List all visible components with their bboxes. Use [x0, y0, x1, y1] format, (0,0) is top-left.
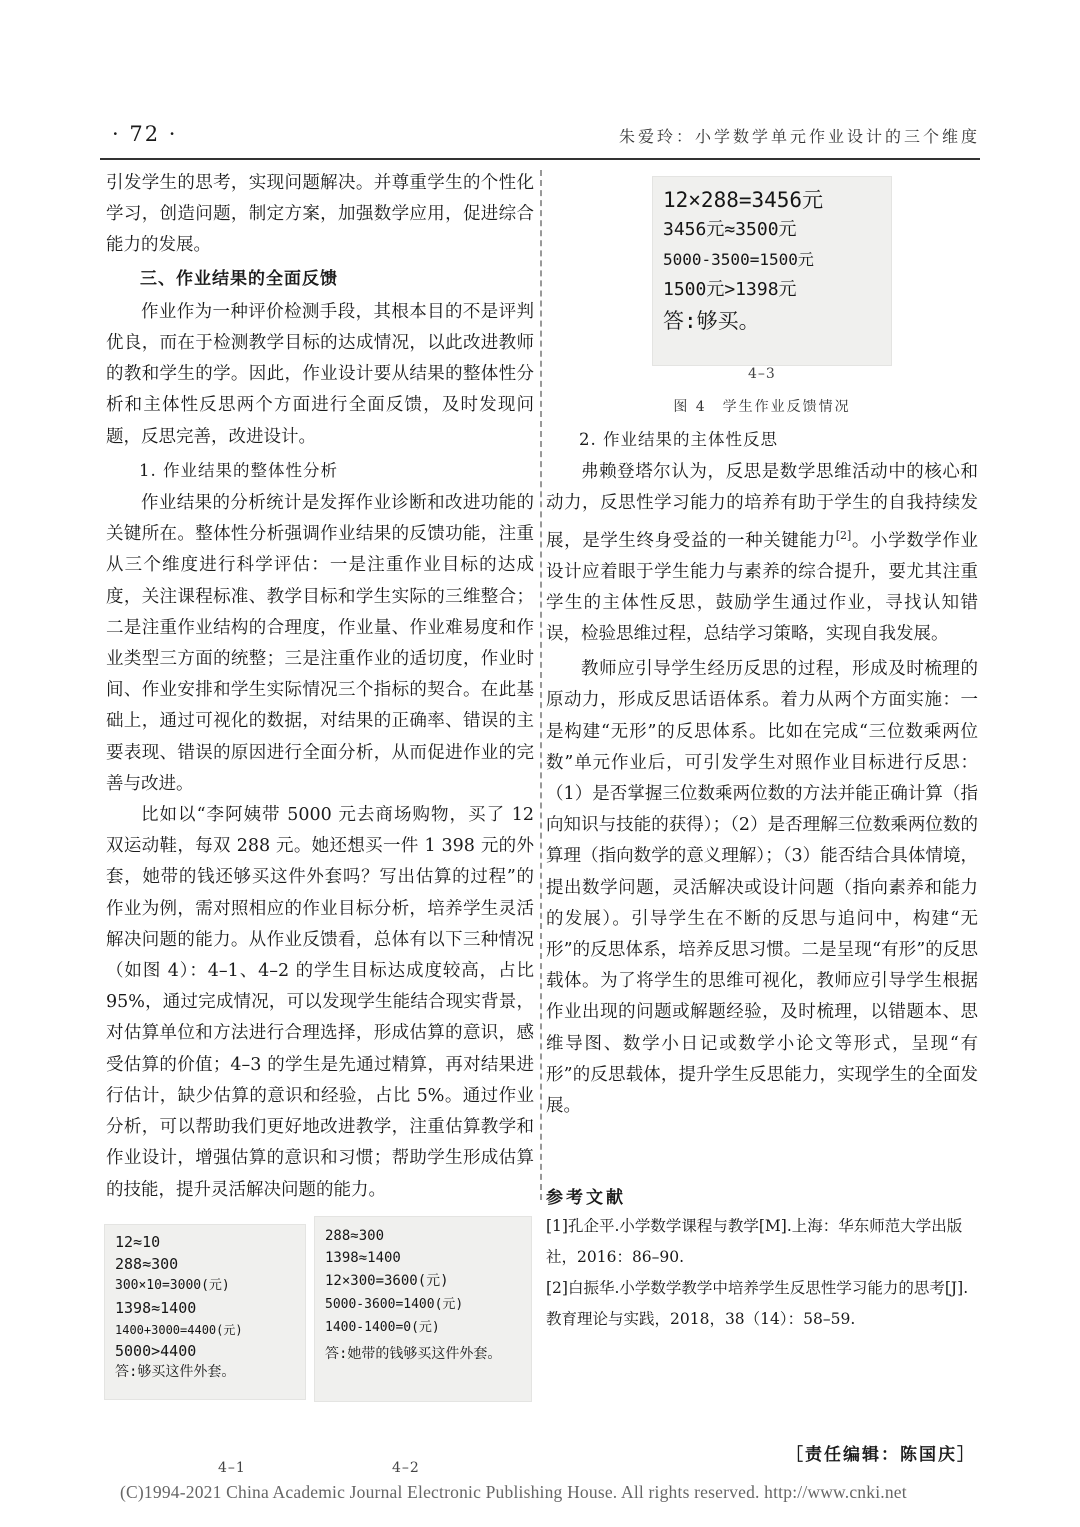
handwriting-line: 1398≈1400 — [115, 1299, 197, 1317]
column-divider — [540, 170, 542, 1200]
figure-label: 4–1 — [218, 1460, 246, 1476]
paragraph: 作业作为一种评价检测手段，其根本目的不是评判优良，而在于检测教学目标的达成情况，以此改进教师的教和学生的学。因此，作业设计要从结果的整体性分析和主体性反思两个方面进行全面反馈，及时发现问题，反思完善，改进设计。 — [106, 301, 534, 447]
reference-item: [2]白振华.小学数学教学中培养学生反思性学习能力的思考[J].教育理论与实践，2018，38（14）：58–59. — [546, 1279, 969, 1328]
paragraph-text: 弗赖登塔尔认为，反思是数学思维活动中的核心和动力，反思性学习能力的培养有助于学生的自我持续发展，是学生终身受益的一种关键能力 — [546, 462, 978, 551]
paragraph-text: 。小学数学作业设计应着眼于学生能力与素养的综合提升，要尤其注重学生的主体性反思，鼓励学生通过作业，寻找认知错误，检验思维过程，总结学习策略，实现自我发展。 — [546, 530, 979, 645]
figure-label: 4–3 — [748, 366, 776, 382]
handwriting-line: 288≈300 — [325, 1228, 385, 1244]
figure-4-2 — [314, 1216, 532, 1402]
handwriting-line: 1398≈1400 — [325, 1250, 401, 1266]
paragraph: 作业结果的分析统计是发挥作业诊断和改进功能的关键所在。整体性分析强调作业结果的反馈功能，注重从三个维度进行科学评估：一是注重作业目标的达成度，关注课程标准、教学目标和学生实际的三维整合；二是注重作业结构的合理度，作业量、作业难易度和作业类型三方面的统整；三是注重作业的适切度，作业时间、作业安排和学生实际情况三个指标的契合。在此基础上，通过可视化的数据，对结果的正确率、错误的主要表现、错误的原因进行全面分析，从而促进作业的完善与改进。 — [106, 493, 534, 794]
paragraph: 比如以“李阿姨带 5000 元去商场购物，买了 12 双运动鞋，每双 288 元。她还想买一件 1 398 元的外套，她带的钱还够买这件外套吗？写出估算的过程”的作业为例，需对照相应的作业目标分析，培养学生灵活解决问题的能力。从作业反馈看，总体有以下三种情况（如图 4）：4–1、4–2 的学生目标达成度较高，占比 95%，通过完成情况，可以发现学生能结合现实背景，对估算单位和方法进行合理选择，形成估算的意识，感受估算的价值；4–3 的学生是先通过精算，再对结果进行估计，缺少估算的意识和经验，占比 5%。通过作业分析，可以帮助我们更好地改进教学，注重估算教学和作业设计，增强估算的意识和习惯；帮助学生形成估算的技能，提升灵活解决问题的能力。 — [106, 805, 534, 1200]
handwriting-line: 12×288=3456元 — [663, 188, 824, 212]
references-list — [546, 1211, 978, 1335]
handwriting-line: 答:她带的钱够买这件外套。 — [325, 1346, 502, 1362]
right-column — [546, 422, 978, 1122]
page-header — [112, 120, 980, 152]
references-title: 参考文献 — [546, 1188, 626, 1208]
handwriting-line: 1400+3000=4400(元) — [115, 1323, 243, 1337]
paragraph — [546, 457, 978, 650]
handwriting-line: 12×300=3600(元) — [325, 1273, 449, 1289]
citation: [2] — [835, 528, 852, 542]
figure-4-1 — [104, 1224, 306, 1400]
copyright-footer: (C)1994-2021 China Academic Journal Electronic Publishing House. All rights reserved. http://www.cnki.net — [120, 1482, 907, 1502]
handwriting-line: 1400-1400=0(元) — [325, 1320, 440, 1335]
reference-item: [1]孔企平.小学数学课程与教学[M].上海：华东师范大学出版社，2016：86–90. — [546, 1217, 963, 1266]
handwriting-line: 1500元>1398元 — [663, 279, 797, 300]
handwriting-line: 5000-3600=1400(元) — [325, 1297, 464, 1312]
subsection-heading: 1. 作业结果的整体性分析 — [139, 460, 338, 480]
handwriting-line: 5000>4400 — [115, 1342, 197, 1360]
page-number: · 72 · — [112, 122, 178, 146]
paragraph: 引发学生的思考，实现问题解决。并尊重学生的个性化学习，创造问题，制定方案，加强数学应用，促进综合能力的发展。 — [106, 173, 534, 256]
section-heading: 三、作业结果的全面反馈 — [140, 268, 338, 289]
handwriting-line: 5000-3500=1500元 — [663, 250, 814, 269]
handwriting-line: 答:够买。 — [663, 309, 760, 333]
figure-caption: 图 4 学生作业反馈情况 — [673, 399, 851, 415]
handwriting-line: 3456元≈3500元 — [663, 219, 797, 240]
editor-credit: ［责任编辑：陈国庆］ — [786, 1445, 976, 1465]
handwriting-line: 300×10=3000(元) — [115, 1278, 230, 1293]
figure-label: 4–2 — [392, 1460, 420, 1476]
figure-4-3 — [652, 176, 892, 366]
handwriting-line: 答:够买这件外套。 — [115, 1364, 236, 1380]
running-title: 朱爱玲：小学数学单元作业设计的三个维度 — [618, 127, 980, 146]
handwriting-line: 12≈10 — [115, 1233, 161, 1251]
header-rule — [100, 158, 980, 160]
handwriting-line: 288≈300 — [115, 1255, 179, 1273]
paragraph: 教师应引导学生经历反思的过程，形成及时梳理的原动力，形成反思话语体系。着力从两个方面实施：一是构建“无形”的反思体系。比如在完成“三位数乘两位数”单元作业后，可引发学生对照作业目标进行反思：（1）是否掌握三位数乘两位数的方法并能正确计算（指向知识与技能的获得）；（2）是否理解三位数乘两位数的算理（指向数学的意义理解）；（3）能否结合具体情境，提出数学问题，灵活解决或设计问题（指向素养和能力的发展）。引导学生在不断的反思与追问中，构建“无形”的反思体系，培养反思习惯。二是呈现“有形”的反思载体。为了将学生的思维可视化，教师应引导学生根据作业出现的问题或解题经验，及时梳理，以错题本、思维导图、数学小日记或数学小论文等形式，呈现“有形”的反思载体，提升学生反思能力，实现学生的全面发展。 — [546, 659, 978, 1117]
subsection-heading: 2. 作业结果的主体性反思 — [579, 430, 778, 449]
left-column — [106, 168, 534, 1206]
